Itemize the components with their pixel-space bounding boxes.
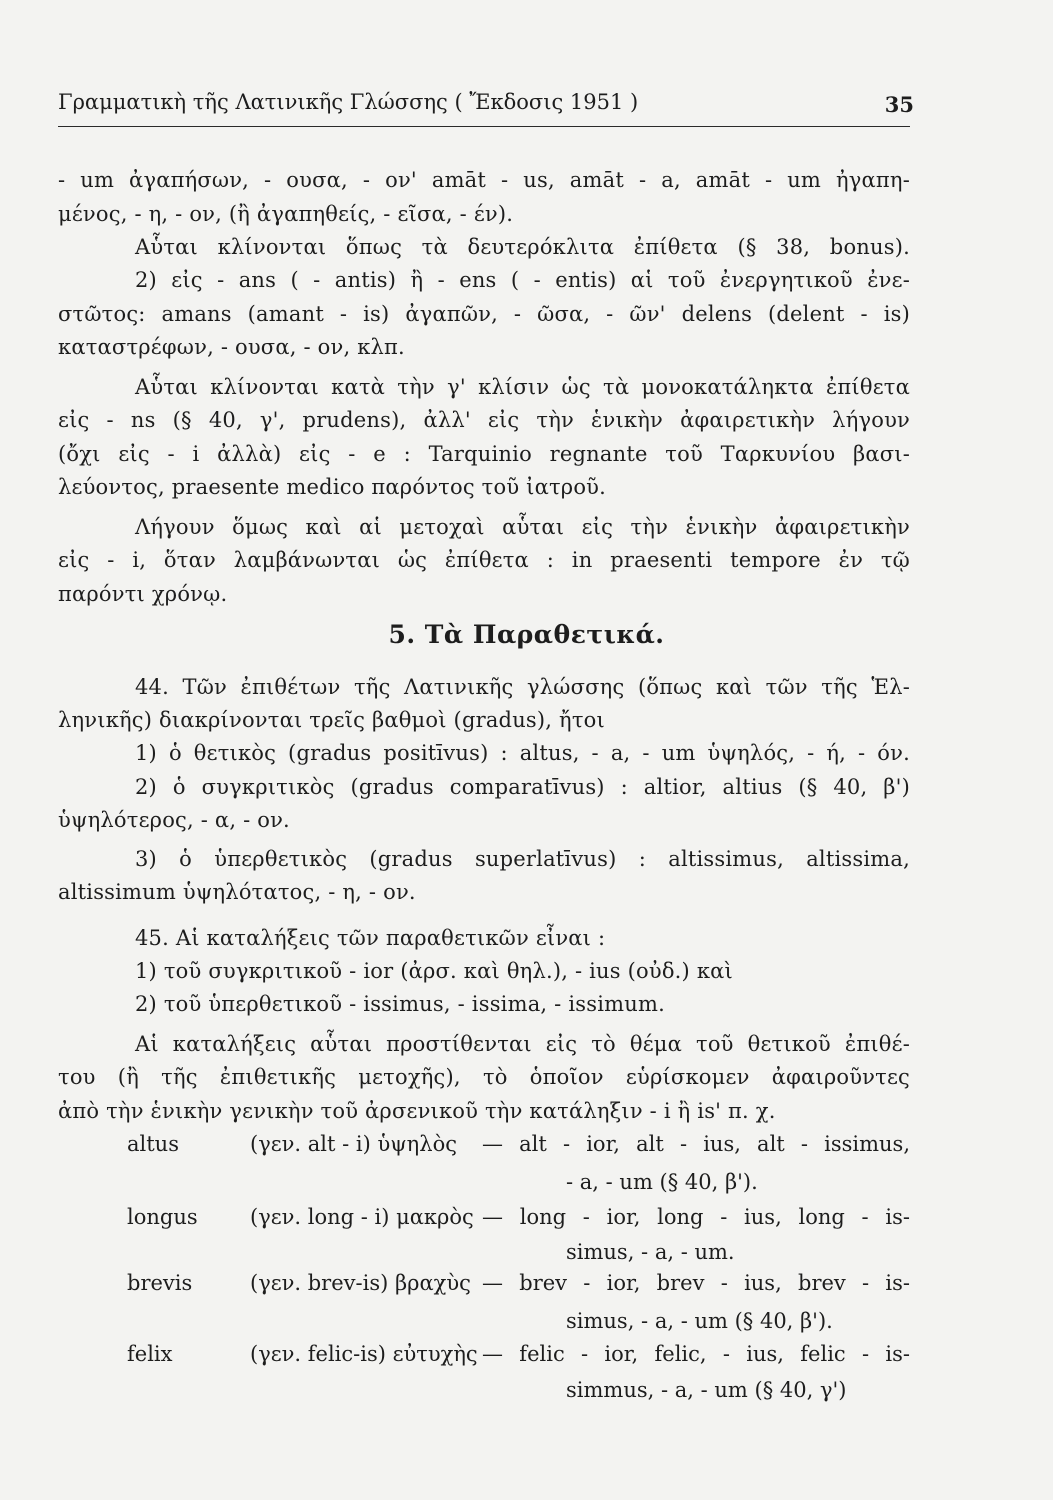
example-genitive: (γεν. alt - i) ὑψηλὸς: [250, 1132, 457, 1156]
example-forms-cont: simus, - a, - um.: [566, 1240, 735, 1264]
text-line: λεύοντος, praesente medico παρόντος τοῦ ἰατροῦ.: [58, 475, 607, 499]
example-word: brevis: [127, 1271, 193, 1295]
example-forms-cont: simus, - a, - um (§ 40, β').: [566, 1309, 833, 1333]
text-line: εἰς - ns (§ 40, γ', prudens), ἀλλ' εἰς τὴν ἑνικὴν ἀφαιρετικὴν λήγουν: [58, 408, 910, 432]
page-number: 35: [884, 92, 914, 117]
example-word: felix: [127, 1342, 173, 1366]
text-line: Αὗται κλίνονται κατὰ τὴν γ' κλίσιν ὡς τὰ μονοκατάληκτα ἐπίθετα: [135, 375, 910, 399]
example-forms: — brev - ior, brev - ius, brev - is-: [482, 1271, 910, 1295]
text-line: Αἱ καταλήξεις αὗται προστίθενται εἰς τὸ θέμα τοῦ θετικοῦ ἐπιθέ-: [135, 1032, 910, 1056]
text-line: μένος, - η, - ον, (ἢ ἀγαπηθείς, - εῖσα, - έν).: [58, 202, 514, 226]
text-line: ληνικῆς) διακρίνονται τρεῖς βαθμοὶ (gradus), ἤτοι: [58, 708, 605, 732]
text-line: 3) ὁ ὑπερθετικὸς (gradus superlatīvus) : altissimus, altissima,: [135, 847, 910, 871]
text-line: 2) εἰς - ans ( - antis) ἢ - ens ( - entis) αἱ τοῦ ἐνεργητικοῦ ἐνε-: [135, 268, 910, 292]
text-line: στῶτος: amans (amant - is) ἀγαπῶν, - ῶσα, - ῶν' delens (delent - is): [58, 302, 910, 326]
text-line: altissimum ὑψηλότατος, - η, - ον.: [58, 880, 416, 904]
example-forms: — long - ior, long - ius, long - is-: [482, 1205, 910, 1229]
example-genitive: (γεν. brev-is) βραχὺς: [250, 1271, 471, 1295]
text-line: καταστρέφων, - ουσα, - ον, κλπ.: [58, 335, 405, 359]
text-line: ὑψηλότερος, - α, - ον.: [58, 808, 290, 832]
header-title: Γραμματικὴ τῆς Λατινικῆς Γλώσσης ( Ἔκδοσις 1951 ): [58, 90, 639, 114]
example-word: altus: [127, 1132, 179, 1156]
text-line: (ὄχι εἰς - i ἀλλὰ) εἰς - e : Tarquinio regnante τοῦ Ταρκυνίου βασι-: [58, 442, 910, 466]
text-line: Αὗται κλίνονται ὅπως τὰ δευτερόκλιτα ἐπίθετα (§ 38, bonus).: [135, 235, 910, 259]
text-line: 44. Τῶν ἐπιθέτων τῆς Λατινικῆς γλώσσης (ὅπως καὶ τῶν τῆς Ἑλ-: [135, 675, 910, 699]
example-forms: — alt - ior, alt - ius, alt - issimus,: [482, 1132, 910, 1156]
text-line: 1) τοῦ συγκριτικοῦ - ior (ἀρσ. καὶ θηλ.), - ius (οὐδ.) καὶ: [135, 959, 733, 983]
text-line: του (ἢ τῆς ἐπιθετικῆς μετοχῆς), τὸ ὁποῖον εὑρίσκομεν ἀφαιροῦντες: [58, 1065, 910, 1089]
example-forms-cont: - a, - um (§ 40, β').: [566, 1170, 758, 1194]
text-line: - um ἀγαπήσων, - ουσα, - ον' amāt - us, amāt - a, amāt - um ἠγαπη-: [58, 168, 910, 192]
text-line: 2) ὁ συγκριτικὸς (gradus comparatīvus) : altior, altius (§ 40, β'): [135, 775, 910, 799]
example-forms: — felic - ior, felic, - ius, felic - is-: [482, 1342, 910, 1366]
section-heading: 5. Τὰ Παραθετικά.: [388, 620, 665, 649]
running-header: [58, 90, 914, 127]
text-line: παρόντι χρόνῳ.: [58, 582, 228, 606]
text-line: 45. Αἱ καταλήξεις τῶν παραθετικῶν εἶναι :: [135, 926, 606, 950]
text-line: εἰς - i, ὅταν λαμβάνωνται ὡς ἐπίθετα : in praesenti tempore ἐν τῷ: [58, 548, 910, 572]
example-genitive: (γεν. felic-is) εὐτυχὴς: [250, 1342, 478, 1366]
text-line: 1) ὁ θετικὸς (gradus positīvus) : altus, - a, - um ὑψηλός, - ή, - όν.: [135, 741, 910, 765]
example-word: longus: [127, 1205, 198, 1229]
text-line: Λήγουν ὅμως καὶ αἱ μετοχαὶ αὗται εἰς τὴν ἑνικὴν ἀφαιρετικὴν: [135, 515, 910, 539]
text-line: ἀπὸ τὴν ἑνικὴν γενικὴν τοῦ ἀρσενικοῦ τὴν κατάληξιν - i ἢ is' π. χ.: [58, 1099, 776, 1123]
example-genitive: (γεν. long - i) μακρὸς: [250, 1205, 474, 1229]
example-forms-cont: simmus, - a, - um (§ 40, γ'): [566, 1378, 847, 1402]
text-line: 2) τοῦ ὑπερθετικοῦ - issimus, - issima, - issimum.: [135, 992, 665, 1016]
